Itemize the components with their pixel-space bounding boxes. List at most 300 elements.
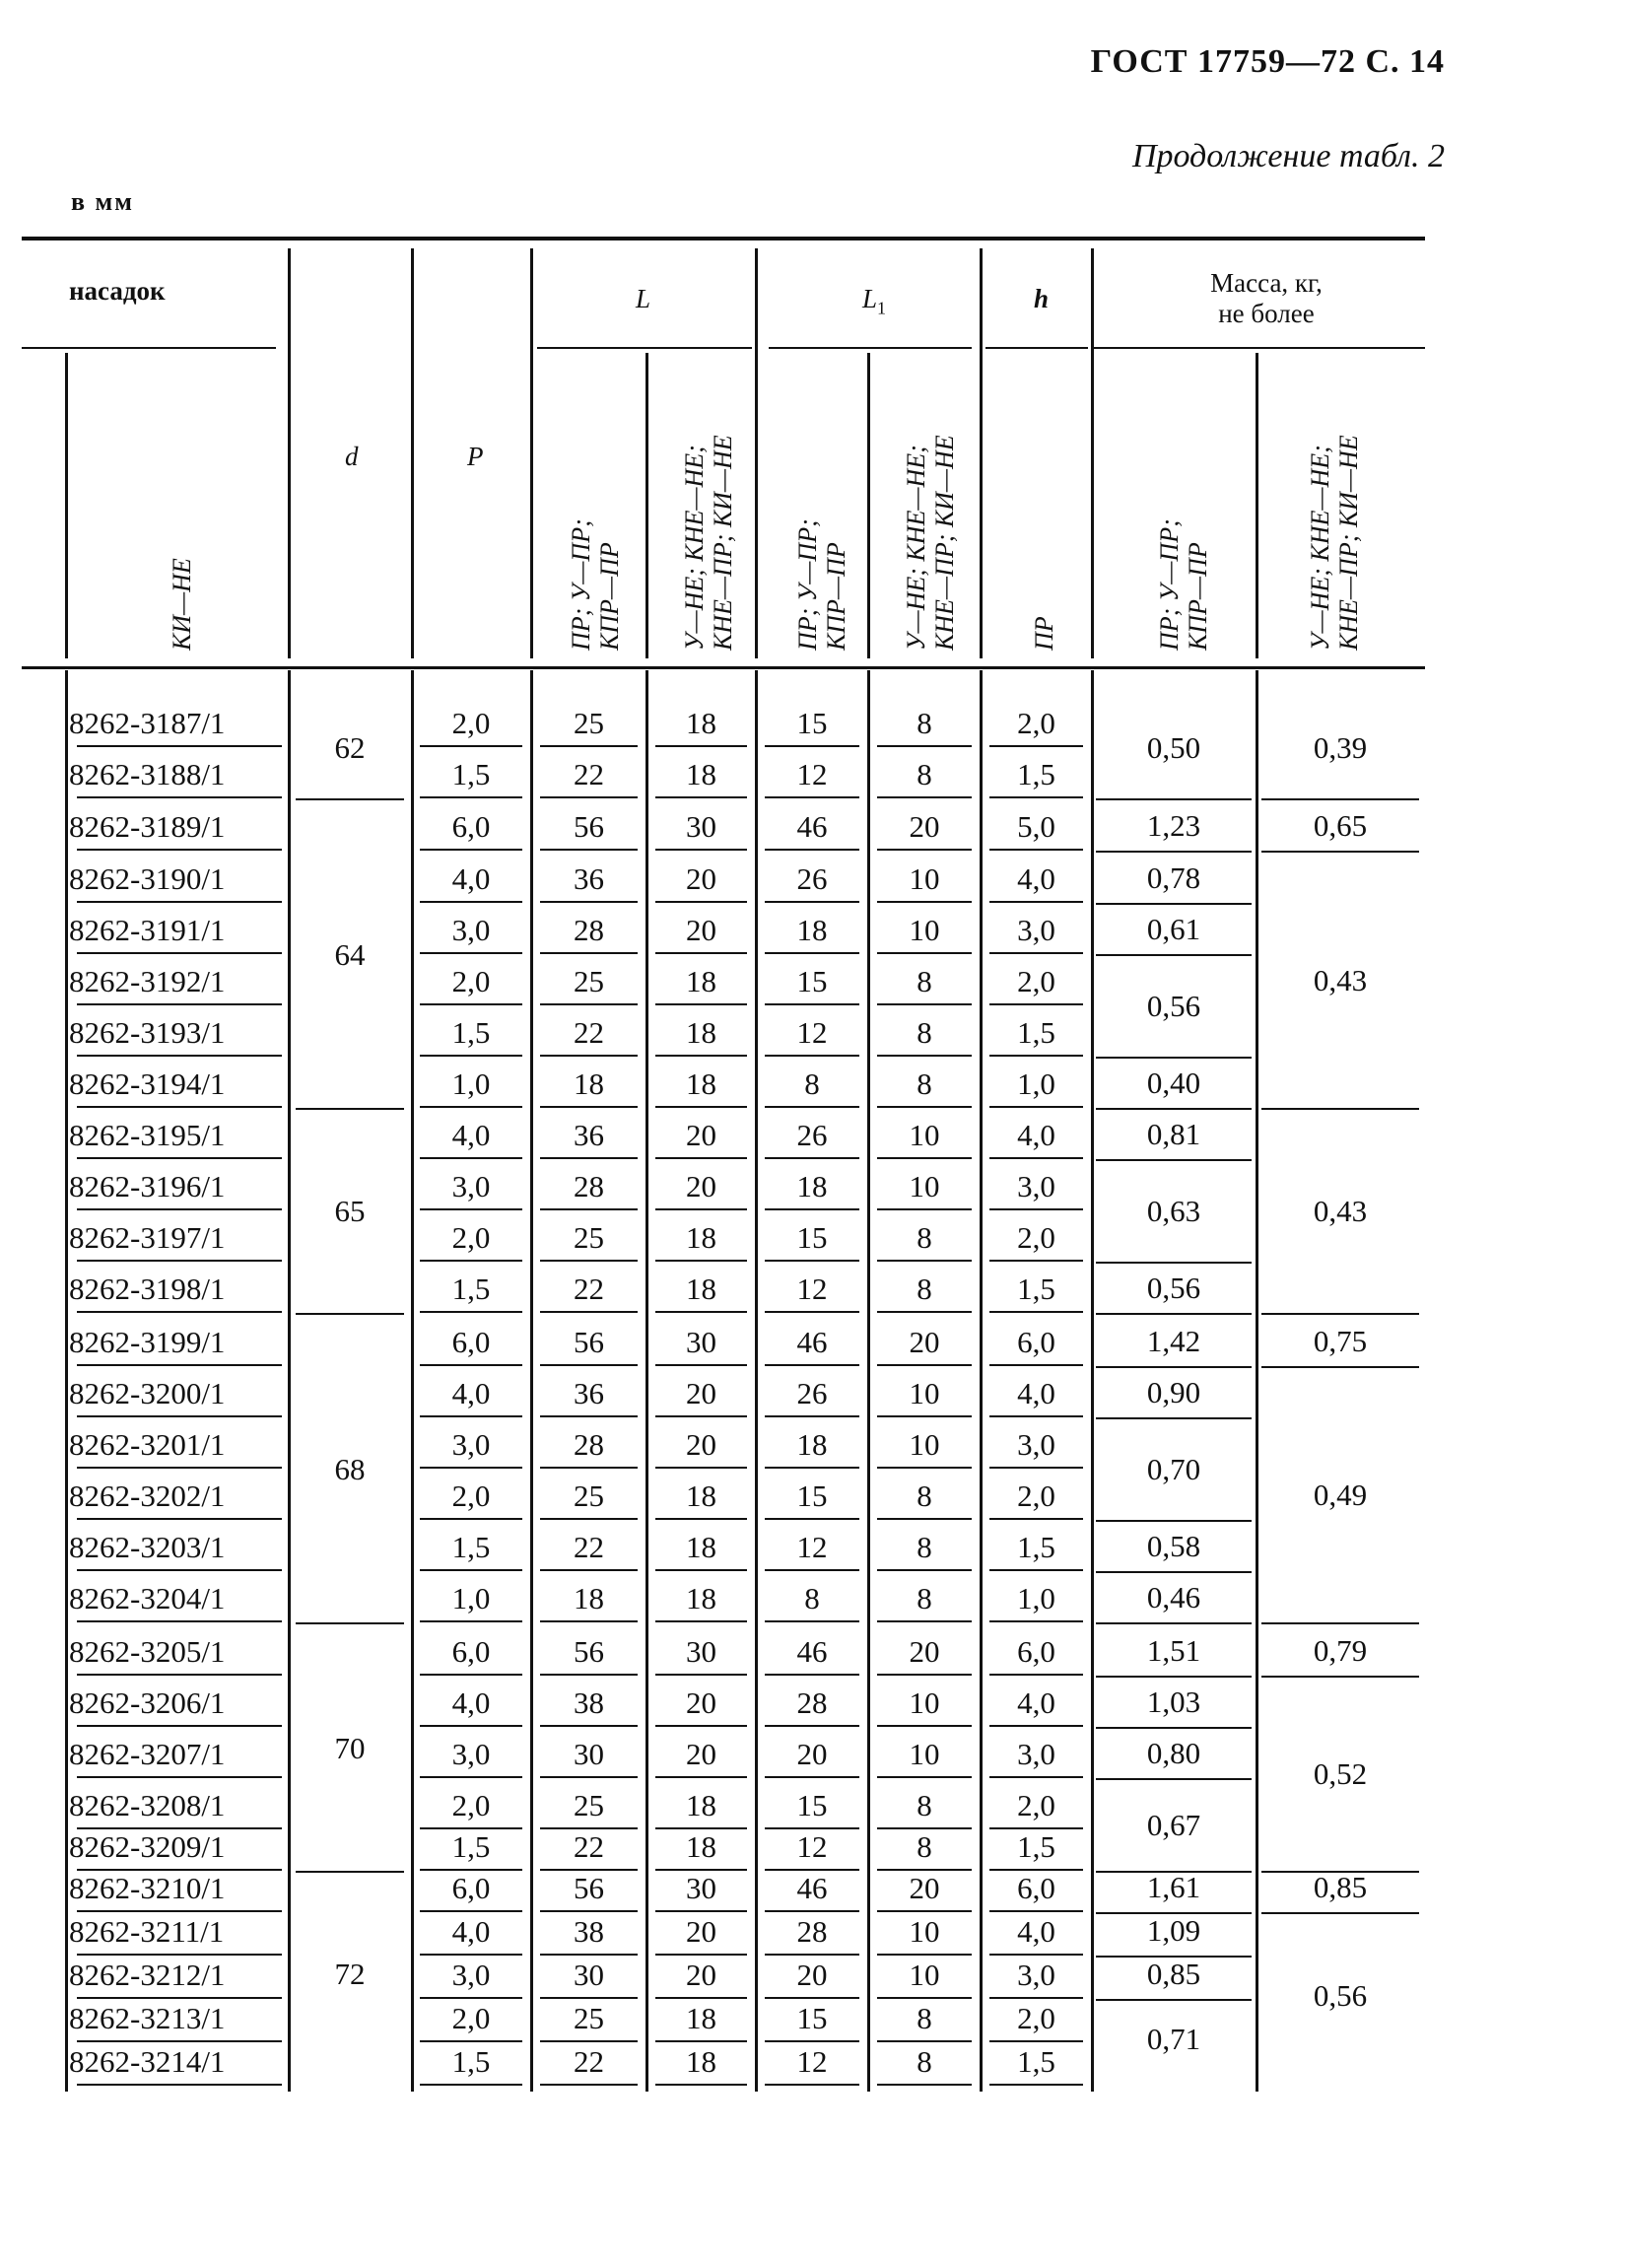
cell-underline [655,1055,747,1057]
row-code: 8262-3188/1 [69,757,226,791]
mass-a-value: 0,40 [1146,1065,1201,1100]
cell-underline [765,1620,859,1622]
cell-l1b: 8 [917,1478,932,1513]
cell-p: 3,0 [451,1737,491,1771]
cell-p: 6,0 [451,1634,491,1669]
d-group-value: 62 [334,730,366,765]
cell-underline [765,1569,859,1571]
cell-underline [540,1106,638,1108]
cell-underline [655,745,747,747]
cell-underline [655,1725,747,1727]
cell-lb: 30 [686,1871,716,1905]
cell-h: 6,0 [1017,1871,1055,1905]
cell-underline [989,1364,1083,1366]
mass-a-rule [1096,954,1252,956]
cell-l1a: 12 [796,1271,828,1306]
cell-underline [540,1518,638,1520]
cell-la: 22 [574,1015,604,1050]
cell-lb: 20 [686,1376,716,1410]
cell-l1b: 10 [909,1958,940,1992]
cell-h: 6,0 [1017,1634,1055,1669]
cell-l1b: 10 [909,1685,940,1720]
mass-a-value: 1,03 [1146,1684,1201,1719]
cell-underline [989,1954,1083,1956]
cell-h: 4,0 [1017,1376,1055,1410]
row-code: 8262-3202/1 [69,1478,226,1513]
col-header-L-b: У—НЕ; КНЕ—НЕ; КНЕ—ПР; КИ—НЕ [680,435,738,651]
mass-b-value: 0,56 [1313,1978,1368,2013]
cell-lb: 30 [686,1325,716,1359]
row-code-underline [77,1260,282,1262]
cell-underline [877,2084,972,2086]
cell-l1a: 18 [796,1427,828,1462]
cell-underline [540,1954,638,1956]
mass-a-value: 0,58 [1146,1529,1201,1563]
cell-h: 2,0 [1017,1220,1055,1255]
cell-underline [420,1620,522,1622]
row-code: 8262-3213/1 [69,2001,226,2035]
row-code: 8262-3207/1 [69,1737,226,1771]
cell-underline [989,1055,1083,1057]
row-code-underline [77,1003,282,1005]
cell-underline [989,1208,1083,1210]
cell-underline [655,1997,747,1999]
cell-h: 6,0 [1017,1325,1055,1359]
cell-h: 2,0 [1017,1788,1055,1822]
cell-la: 36 [574,1376,604,1410]
cell-p: 3,0 [451,1169,491,1203]
cell-h: 2,0 [1017,2001,1055,2035]
row-code: 8262-3206/1 [69,1685,226,1720]
d-group-value: 64 [334,936,366,972]
cell-h: 3,0 [1017,1169,1055,1203]
cell-l1a: 26 [796,861,828,896]
col-header-L1-b: У—НЕ; КНЕ—НЕ; КНЕ—ПР; КИ—НЕ [902,435,960,651]
mass-a-rule [1096,1057,1252,1059]
cell-underline [877,1260,972,1262]
body-divider-d [288,670,291,2092]
cell-l1a: 12 [796,1530,828,1564]
cell-lb: 20 [686,1169,716,1203]
cell-lb: 18 [686,1788,716,1822]
cell-la: 38 [574,1685,604,1720]
row-code-underline [77,1364,282,1366]
mass-a-value: 1,23 [1146,808,1201,843]
cell-l1b: 8 [917,757,932,791]
cell-underline [877,1311,972,1313]
col-header-d: d [345,442,359,471]
cell-underline [655,1311,747,1313]
row-code-underline [77,1157,282,1159]
cell-l1b: 8 [917,2044,932,2079]
mass-a-value: 0,46 [1146,1580,1201,1615]
cell-underline [655,901,747,903]
cell-underline [877,901,972,903]
col-header-L1-a: ПР; У—ПР; КПР—ПР [793,518,851,651]
mass-b-value: 0,79 [1313,1633,1368,1668]
cell-underline [989,1725,1083,1727]
row-code: 8262-3203/1 [69,1530,226,1564]
row-code: 8262-3191/1 [69,913,226,947]
cell-underline [765,901,859,903]
cell-underline [540,1620,638,1622]
cell-underline [989,1003,1083,1005]
cell-underline [877,745,972,747]
mass-a-rule [1096,1313,1252,1315]
cell-underline [420,1311,522,1313]
cell-h: 3,0 [1017,1427,1055,1462]
row-code-underline [77,1208,282,1210]
cell-underline [877,1364,972,1366]
cell-underline [540,1997,638,1999]
cell-l1b: 8 [917,1271,932,1306]
cell-l1b: 10 [909,1376,940,1410]
header-bottom-rule [22,666,1425,669]
cell-p: 1,5 [451,1015,491,1050]
mass-a-value: 0,85 [1146,1957,1201,1991]
cell-underline [765,1776,859,1778]
cell-h: 5,0 [1017,809,1055,844]
cell-underline [765,849,859,851]
cell-l1b: 8 [917,1015,932,1050]
mass-b-rule [1261,1622,1419,1624]
mass-a-rule [1096,1622,1252,1624]
row-code: 8262-3199/1 [69,1325,226,1359]
cell-underline [877,1674,972,1676]
cell-underline [989,1311,1083,1313]
header-divider-L-sub [645,353,648,658]
cell-underline [765,1674,859,1676]
cell-h: 1,0 [1017,1066,1055,1101]
mass-a-value: 0,63 [1146,1194,1201,1228]
cell-p: 4,0 [451,1914,491,1949]
cell-underline [877,1725,972,1727]
cell-underline [540,901,638,903]
cell-la: 28 [574,1427,604,1462]
cell-underline [989,1674,1083,1676]
row-code-underline [77,1106,282,1108]
cell-underline [989,745,1083,747]
row-code-underline [77,745,282,747]
cell-l1b: 8 [917,706,932,740]
d-group-value: 72 [334,1957,366,1991]
cell-la: 28 [574,1169,604,1203]
cell-underline [765,1518,859,1520]
row-code: 8262-3192/1 [69,964,226,998]
cell-lb: 20 [686,1958,716,1992]
cell-underline [877,1157,972,1159]
row-code: 8262-3189/1 [69,809,226,844]
col-header-h-a: ПР [1030,616,1058,651]
cell-underline [420,745,522,747]
cell-underline [540,796,638,798]
cell-lb: 18 [686,1220,716,1255]
cell-p: 6,0 [451,1325,491,1359]
cell-underline [540,1260,638,1262]
header-rule-nasadok [22,347,276,349]
standard-header: ГОСТ 17759—72 С. 14 [1090,43,1445,80]
cell-p: 1,5 [451,757,491,791]
cell-underline [420,1003,522,1005]
cell-l1a: 28 [796,1685,828,1720]
cell-p: 4,0 [451,1685,491,1720]
header-divider-L1 [755,248,758,658]
cell-underline [765,1954,859,1956]
header-divider-mass [1091,248,1094,658]
cell-underline [765,1003,859,1005]
cell-underline [877,1518,972,1520]
row-code-underline [77,952,282,954]
cell-p: 4,0 [451,1376,491,1410]
mass-b-rule [1261,1366,1419,1368]
cell-underline [540,745,638,747]
row-code-underline [77,1569,282,1571]
cell-la: 25 [574,1478,604,1513]
col-header-mass: Масса, кг, не более [1210,268,1323,329]
cell-underline [655,1620,747,1622]
units-label: в мм [71,187,134,216]
d-group-rule [296,798,404,800]
cell-l1a: 26 [796,1118,828,1152]
mass-b-value: 0,43 [1313,1194,1368,1228]
cell-la: 36 [574,861,604,896]
table-top-rule [22,237,1425,241]
cell-underline [655,1415,747,1417]
cell-la: 25 [574,2001,604,2035]
cell-l1a: 15 [796,964,828,998]
header-divider-p [411,248,414,658]
mass-a-value: 0,50 [1146,730,1201,765]
cell-la: 22 [574,1530,604,1564]
cell-lb: 18 [686,2044,716,2079]
mass-a-value: 0,90 [1146,1375,1201,1409]
row-code-underline [77,2040,282,2042]
cell-la: 25 [574,1788,604,1822]
cell-l1b: 8 [917,1829,932,1864]
row-code-underline [77,1311,282,1313]
mass-a-value: 1,51 [1146,1633,1201,1668]
cell-lb: 18 [686,757,716,791]
cell-underline [989,1260,1083,1262]
col-header-nasadok: насадок [69,276,166,306]
cell-underline [765,1106,859,1108]
cell-underline [765,1311,859,1313]
cell-underline [989,952,1083,954]
cell-h: 2,0 [1017,1478,1055,1513]
cell-underline [420,901,522,903]
mass-a-rule [1096,1417,1252,1419]
cell-la: 25 [574,1220,604,1255]
cell-l1a: 12 [796,1829,828,1864]
cell-underline [655,1954,747,1956]
cell-underline [420,1776,522,1778]
cell-lb: 18 [686,1530,716,1564]
cell-underline [655,796,747,798]
row-code-underline [77,796,282,798]
cell-h: 4,0 [1017,1685,1055,1720]
d-group-rule [296,1313,404,1315]
cell-underline [765,2084,859,2086]
cell-lb: 18 [686,706,716,740]
col-header-L-a: ПР; У—ПР; КПР—ПР [567,518,625,651]
mass-b-value: 0,49 [1313,1478,1368,1512]
header-rule-L1 [769,347,972,349]
cell-p: 1,5 [451,1829,491,1864]
cell-underline [765,1997,859,1999]
row-code: 8262-3210/1 [69,1871,226,1905]
cell-underline [877,1997,972,1999]
cell-underline [540,1055,638,1057]
row-code: 8262-3204/1 [69,1581,226,1615]
mass-a-rule [1096,903,1252,905]
mass-b-rule [1261,1108,1419,1110]
row-code-underline [77,1997,282,1999]
cell-l1a: 12 [796,1015,828,1050]
cell-p: 2,0 [451,964,491,998]
cell-underline [540,952,638,954]
cell-lb: 18 [686,1015,716,1050]
mass-a-value: 0,81 [1146,1117,1201,1151]
cell-p: 2,0 [451,1220,491,1255]
cell-underline [540,1569,638,1571]
cell-h: 4,0 [1017,1914,1055,1949]
cell-underline [877,2040,972,2042]
cell-l1b: 20 [909,1634,940,1669]
d-group-value: 68 [334,1452,366,1486]
row-code-underline [77,1725,282,1727]
cell-lb: 30 [686,809,716,844]
mass-b-rule [1261,798,1419,800]
cell-h: 1,5 [1017,1530,1055,1564]
cell-underline [877,849,972,851]
mass-a-value: 1,42 [1146,1324,1201,1358]
cell-h: 4,0 [1017,861,1055,896]
mass-a-rule [1096,1676,1252,1678]
col-header-ki-ne: КИ—НЕ [168,558,196,651]
cell-l1b: 10 [909,1914,940,1949]
col-header-mass-b: У—НЕ; КНЕ—НЕ; КНЕ—ПР; КИ—НЕ [1306,435,1364,651]
cell-p: 2,0 [451,2001,491,2035]
cell-underline [989,2084,1083,2086]
cell-underline [655,849,747,851]
cell-underline [765,1467,859,1469]
cell-underline [877,1467,972,1469]
cell-p: 4,0 [451,1118,491,1152]
header-rule-mass [1094,347,1425,349]
cell-l1b: 8 [917,2001,932,2035]
cell-underline [989,1157,1083,1159]
mass-a-value: 0,80 [1146,1736,1201,1770]
mass-a-value: 0,56 [1146,989,1201,1023]
cell-underline [765,1055,859,1057]
cell-underline [989,1106,1083,1108]
d-group-rule [296,1622,404,1624]
cell-underline [655,1157,747,1159]
header-divider-d [288,248,291,658]
row-code: 8262-3200/1 [69,1376,226,1410]
row-code-underline [77,1518,282,1520]
cell-underline [420,1106,522,1108]
cell-l1b: 10 [909,861,940,896]
cell-h: 4,0 [1017,1118,1055,1152]
cell-lb: 20 [686,1427,716,1462]
cell-l1a: 46 [796,1871,828,1905]
cell-l1b: 20 [909,1325,940,1359]
mass-b-value: 0,65 [1313,808,1368,843]
cell-l1b: 8 [917,1788,932,1822]
cell-l1a: 15 [796,1478,828,1513]
cell-la: 25 [574,964,604,998]
cell-underline [420,1467,522,1469]
cell-l1a: 20 [796,1958,828,1992]
row-code: 8262-3196/1 [69,1169,226,1203]
row-code-underline [77,1910,282,1912]
cell-l1b: 20 [909,809,940,844]
cell-la: 22 [574,757,604,791]
header-divider-L [530,248,533,658]
cell-la: 56 [574,1871,604,1905]
cell-h: 1,5 [1017,2044,1055,2079]
mass-b-rule [1261,1313,1419,1315]
mass-b-value: 0,52 [1313,1756,1368,1791]
mass-a-rule [1096,1159,1252,1161]
cell-l1a: 20 [796,1737,828,1771]
cell-underline [989,1467,1083,1469]
cell-underline [989,1569,1083,1571]
cell-underline [655,1003,747,1005]
cell-lb: 18 [686,1066,716,1101]
cell-underline [540,849,638,851]
cell-p: 1,0 [451,1066,491,1101]
cell-underline [540,1776,638,1778]
row-code: 8262-3195/1 [69,1118,226,1152]
mass-a-rule [1096,1727,1252,1729]
cell-underline [655,2084,747,2086]
mass-a-value: 0,56 [1146,1271,1201,1305]
cell-la: 25 [574,706,604,740]
row-code: 8262-3187/1 [69,706,226,740]
cell-la: 18 [574,1581,604,1615]
cell-lb: 20 [686,1118,716,1152]
cell-l1a: 15 [796,706,828,740]
col-header-p: P [467,442,484,471]
cell-underline [540,1415,638,1417]
row-code: 8262-3197/1 [69,1220,226,1255]
cell-underline [765,1157,859,1159]
cell-h: 3,0 [1017,1958,1055,1992]
cell-underline [420,1208,522,1210]
cell-l1a: 46 [796,809,828,844]
cell-underline [420,796,522,798]
cell-l1b: 8 [917,1220,932,1255]
d-group-rule [296,1871,404,1873]
cell-la: 56 [574,809,604,844]
row-code-underline [77,901,282,903]
col-header-L1: $L_1$ [862,284,887,318]
mass-b-rule [1261,851,1419,853]
cell-underline [540,1003,638,1005]
cell-underline [877,1208,972,1210]
cell-la: 28 [574,913,604,947]
cell-underline [989,796,1083,798]
cell-underline [540,1364,638,1366]
cell-la: 22 [574,1271,604,1306]
cell-underline [420,1910,522,1912]
row-code: 8262-3208/1 [69,1788,226,1822]
cell-p: 4,0 [451,861,491,896]
d-group-value: 65 [334,1194,366,1228]
cell-l1b: 10 [909,1118,940,1152]
